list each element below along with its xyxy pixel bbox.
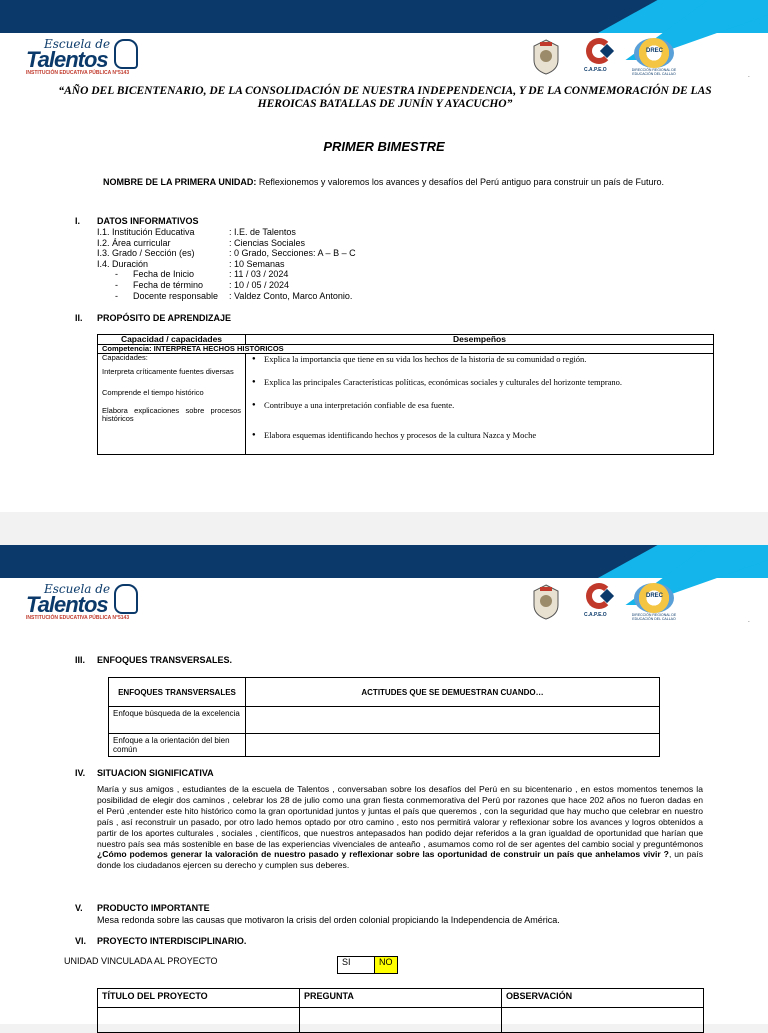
table-cell xyxy=(98,1008,300,1033)
crest-icon xyxy=(530,583,562,621)
unit-name: NOMBRE DE LA PRIMERA UNIDAD: Reflexionemos y valoremos los avances y desafíos del Perú antiguo para construir un país de Futuro. xyxy=(103,177,665,187)
institution-logos xyxy=(530,583,690,623)
table-header: ACTITUDES QUE SE DEMUESTRAN CUANDO… xyxy=(246,678,660,707)
enfoques-table xyxy=(108,677,660,757)
table-header: Capacidad / capacidades xyxy=(98,335,246,345)
si-no-table xyxy=(337,956,398,974)
school-logo: Escuela de Talentos INSTITUCIÓN EDUCATIVA PÚBLICA N°5143 xyxy=(26,582,138,624)
proyecto-table xyxy=(97,988,704,1033)
institution-logos xyxy=(530,38,690,78)
list-item: ● Explica las principales Características políticas, económicas sociales y culturales del horizonte temprano. xyxy=(250,377,709,388)
info-row: - Docente responsable : Valdez Conto, Marco Antonio. xyxy=(115,290,353,301)
si-option: SI xyxy=(338,957,375,974)
unidad-vinculada-label: UNIDAD VINCULADA AL PROYECTO xyxy=(64,956,218,966)
head-gears-icon xyxy=(114,39,138,69)
info-row: - Fecha de Inicio : 11 / 03 / 2024 xyxy=(115,269,289,280)
document-page-1: Escuela de Talentos INSTITUCIÓN EDUCATIVA PÚBLICA N°5143 C.A.P.E.O DREC DIRECCIÓN REGIONAL DE EDUCACIÓN DEL CALLAO . “AÑO DEL BICENTENARIO, DE LA CONSOLIDACIÓN DE NUESTRA INDEPENDENCIA, Y DE LA CONMEMORACIÓN DE LAS HEROICAS BATALLAS DE JUNÍN Y AYACUCHO” PRIMER BIMESTRE NOMBRE DE LA PRIMERA UNIDAD: Reflexionemos y valoremos los avances y desafíos del Perú antiguo para construir un país de Futuro. I. DATOS INFORMATIVOS I.1. Institución Educativa : I.E. de Talentos I.2. Área curricular : Ciencias Sociales I.3. Grado / Sección (es) : 0 Grado, Secciones: A – B – C I.4. Duración : 10 Semanas - Fecha de Inicio : 11 / 03 / 2024 - Fecha de término : 10 / 05 / 2024 - Docente responsable : Valdez Conto, Marco Antonio. II. PROPÓSITO DE APRENDIZAJE Capacidad / capacidades Desempeños Competencia: INTERPRETA HECHOS HISTÓRICOS Capacidades: Interpreta críticamente fuentes diversas Comprende el tiempo histórico Elabora explicaciones sobre procesos históricos ● Explica la importancia que tiene en su vida los hechos de la historia de su comunidad o región. ● Explica las principales Características políticas, económicas sociales y culturales del horizonte temprano. ● Contribuye a una interpretación confiable de esa fuente. ● Elabora esquemas identificando hechos y procesos de la cultura Nazca y Moche xyxy=(0,0,768,512)
info-row: I.2. Área curricular : Ciencias Sociales xyxy=(97,237,306,248)
capeo-logo: C.A.P.E.O xyxy=(582,38,622,76)
table-cell: Enfoque a la orientación del bien común xyxy=(109,734,246,757)
list-item: ● Contribuye a una interpretación confiable de esa fuente. xyxy=(250,400,709,411)
capacidad-item: Comprende el tiempo histórico xyxy=(102,388,204,397)
table-cell: Enfoque búsqueda de la excelencia xyxy=(109,707,246,734)
list-item: ● Explica la importancia que tiene en su vida los hechos de la historia de su comunidad o región. xyxy=(250,354,709,365)
list-item: ● Elabora esquemas identificando hechos y procesos de la cultura Nazca y Moche xyxy=(250,430,709,441)
info-row: I.4. Duración : 10 Semanas xyxy=(97,258,285,269)
capeo-logo: C.A.P.E.O xyxy=(582,583,622,621)
crest-icon xyxy=(530,38,562,76)
info-row: I.3. Grado / Sección (es) : 0 Grado, Secciones: A – B – C xyxy=(97,248,356,259)
table-header: OBSERVACIÓN xyxy=(502,989,704,1008)
table-header: Desempeños xyxy=(246,335,714,345)
table-header: ENFOQUES TRANSVERSALES xyxy=(109,678,246,707)
info-row: I.1. Institución Educativa : I.E. de Talentos xyxy=(97,227,296,237)
situacion-paragraph: María y sus amigos , estudiantes de la escuela de Talentos , conversaban sobre los desafíos del Perú en su bicentenario , en estos momentos tenemos la posibilidad de elegir dos caminos , celebrar los 28 de julio como una gran fiesta conmemorativa del Perú por razones que hace 202 años no fueron dadas en el Perú ,entender este hito histórico como la gran oportunidad juntos y juntas el país que queremos , con la seguridad que hay mucho que celebrar en nuestro país , así reconstruir un pasado, por otro lado hemos optado por otro camino , esto nos permitirá valorar y reflexionar sobre los avances y logros obtenidos a partir de los aportes culturales , sociales , científicos, que nuestros antepasados han podido dejar referidos a la gran igualdad de oportunidad que harían que nuestro país sea más sostenible en base de las experiencias vivenciales de anteaño , asumamos como rol de ser agentes del cambio social y preguntémonos ¿Cómo podemos generar la valoración de nuestro pasado y reflexionar sobre las oportunidad de construir un país que anhelamos vivir ?, un país donde los ciudadanos ejercen su derecho y cumplen sus deberes. xyxy=(97,784,703,871)
competencia-row: Competencia: INTERPRETA HECHOS HISTÓRICOS xyxy=(98,345,714,354)
drec-logo: DREC DIRECCIÓN REGIONAL DE EDUCACIÓN DEL CALLAO xyxy=(630,583,678,621)
desempenos-cell xyxy=(246,354,714,455)
bimester-title: PRIMER BIMESTRE xyxy=(323,139,445,154)
learning-purpose-table xyxy=(97,334,714,455)
producto-text: Mesa redonda sobre las causas que motivaron la crisis del orden colonial propiciando la Independencia de América. xyxy=(97,915,560,925)
no-option: NO xyxy=(375,957,398,974)
capacidad-item: Elabora explicaciones sobre procesos históricos xyxy=(102,406,241,423)
head-gears-icon xyxy=(114,584,138,614)
year-title: “AÑO DEL BICENTENARIO, DE LA CONSOLIDACIÓN DE NUESTRA INDEPENDENCIA, Y DE LA CONMEMORACIÓN DE LAS HEROICAS BATALLAS DE JUNÍN Y AYACUCHO” xyxy=(58,85,712,110)
table-cell xyxy=(246,707,660,734)
table-cell xyxy=(246,734,660,757)
school-logo: Escuela de Talentos INSTITUCIÓN EDUCATIVA PÚBLICA N°5143 xyxy=(26,37,138,79)
drec-logo: DREC DIRECCIÓN REGIONAL DE EDUCACIÓN DEL CALLAO xyxy=(630,38,678,76)
table-header: PREGUNTA xyxy=(300,989,502,1008)
table-cell xyxy=(300,1008,502,1033)
info-list xyxy=(97,227,497,301)
document-page-2: Escuela de Talentos INSTITUCIÓN EDUCATIVA PÚBLICA N°5143 C.A.P.E.O DREC DIRECCIÓN REGIONAL DE EDUCACIÓN DEL CALLAO . xyxy=(0,545,768,1024)
capacidades-cell: Capacidades: Interpreta críticamente fuentes diversas Comprende el tiempo histórico Elabora explicaciones sobre procesos históricos xyxy=(98,354,246,455)
table-header: TÍTULO DEL PROYECTO xyxy=(98,989,300,1008)
capacidad-item: Interpreta críticamente fuentes diversas xyxy=(102,367,234,376)
info-row: - Fecha de término : 10 / 05 / 2024 xyxy=(115,279,290,290)
table-cell xyxy=(502,1008,704,1033)
